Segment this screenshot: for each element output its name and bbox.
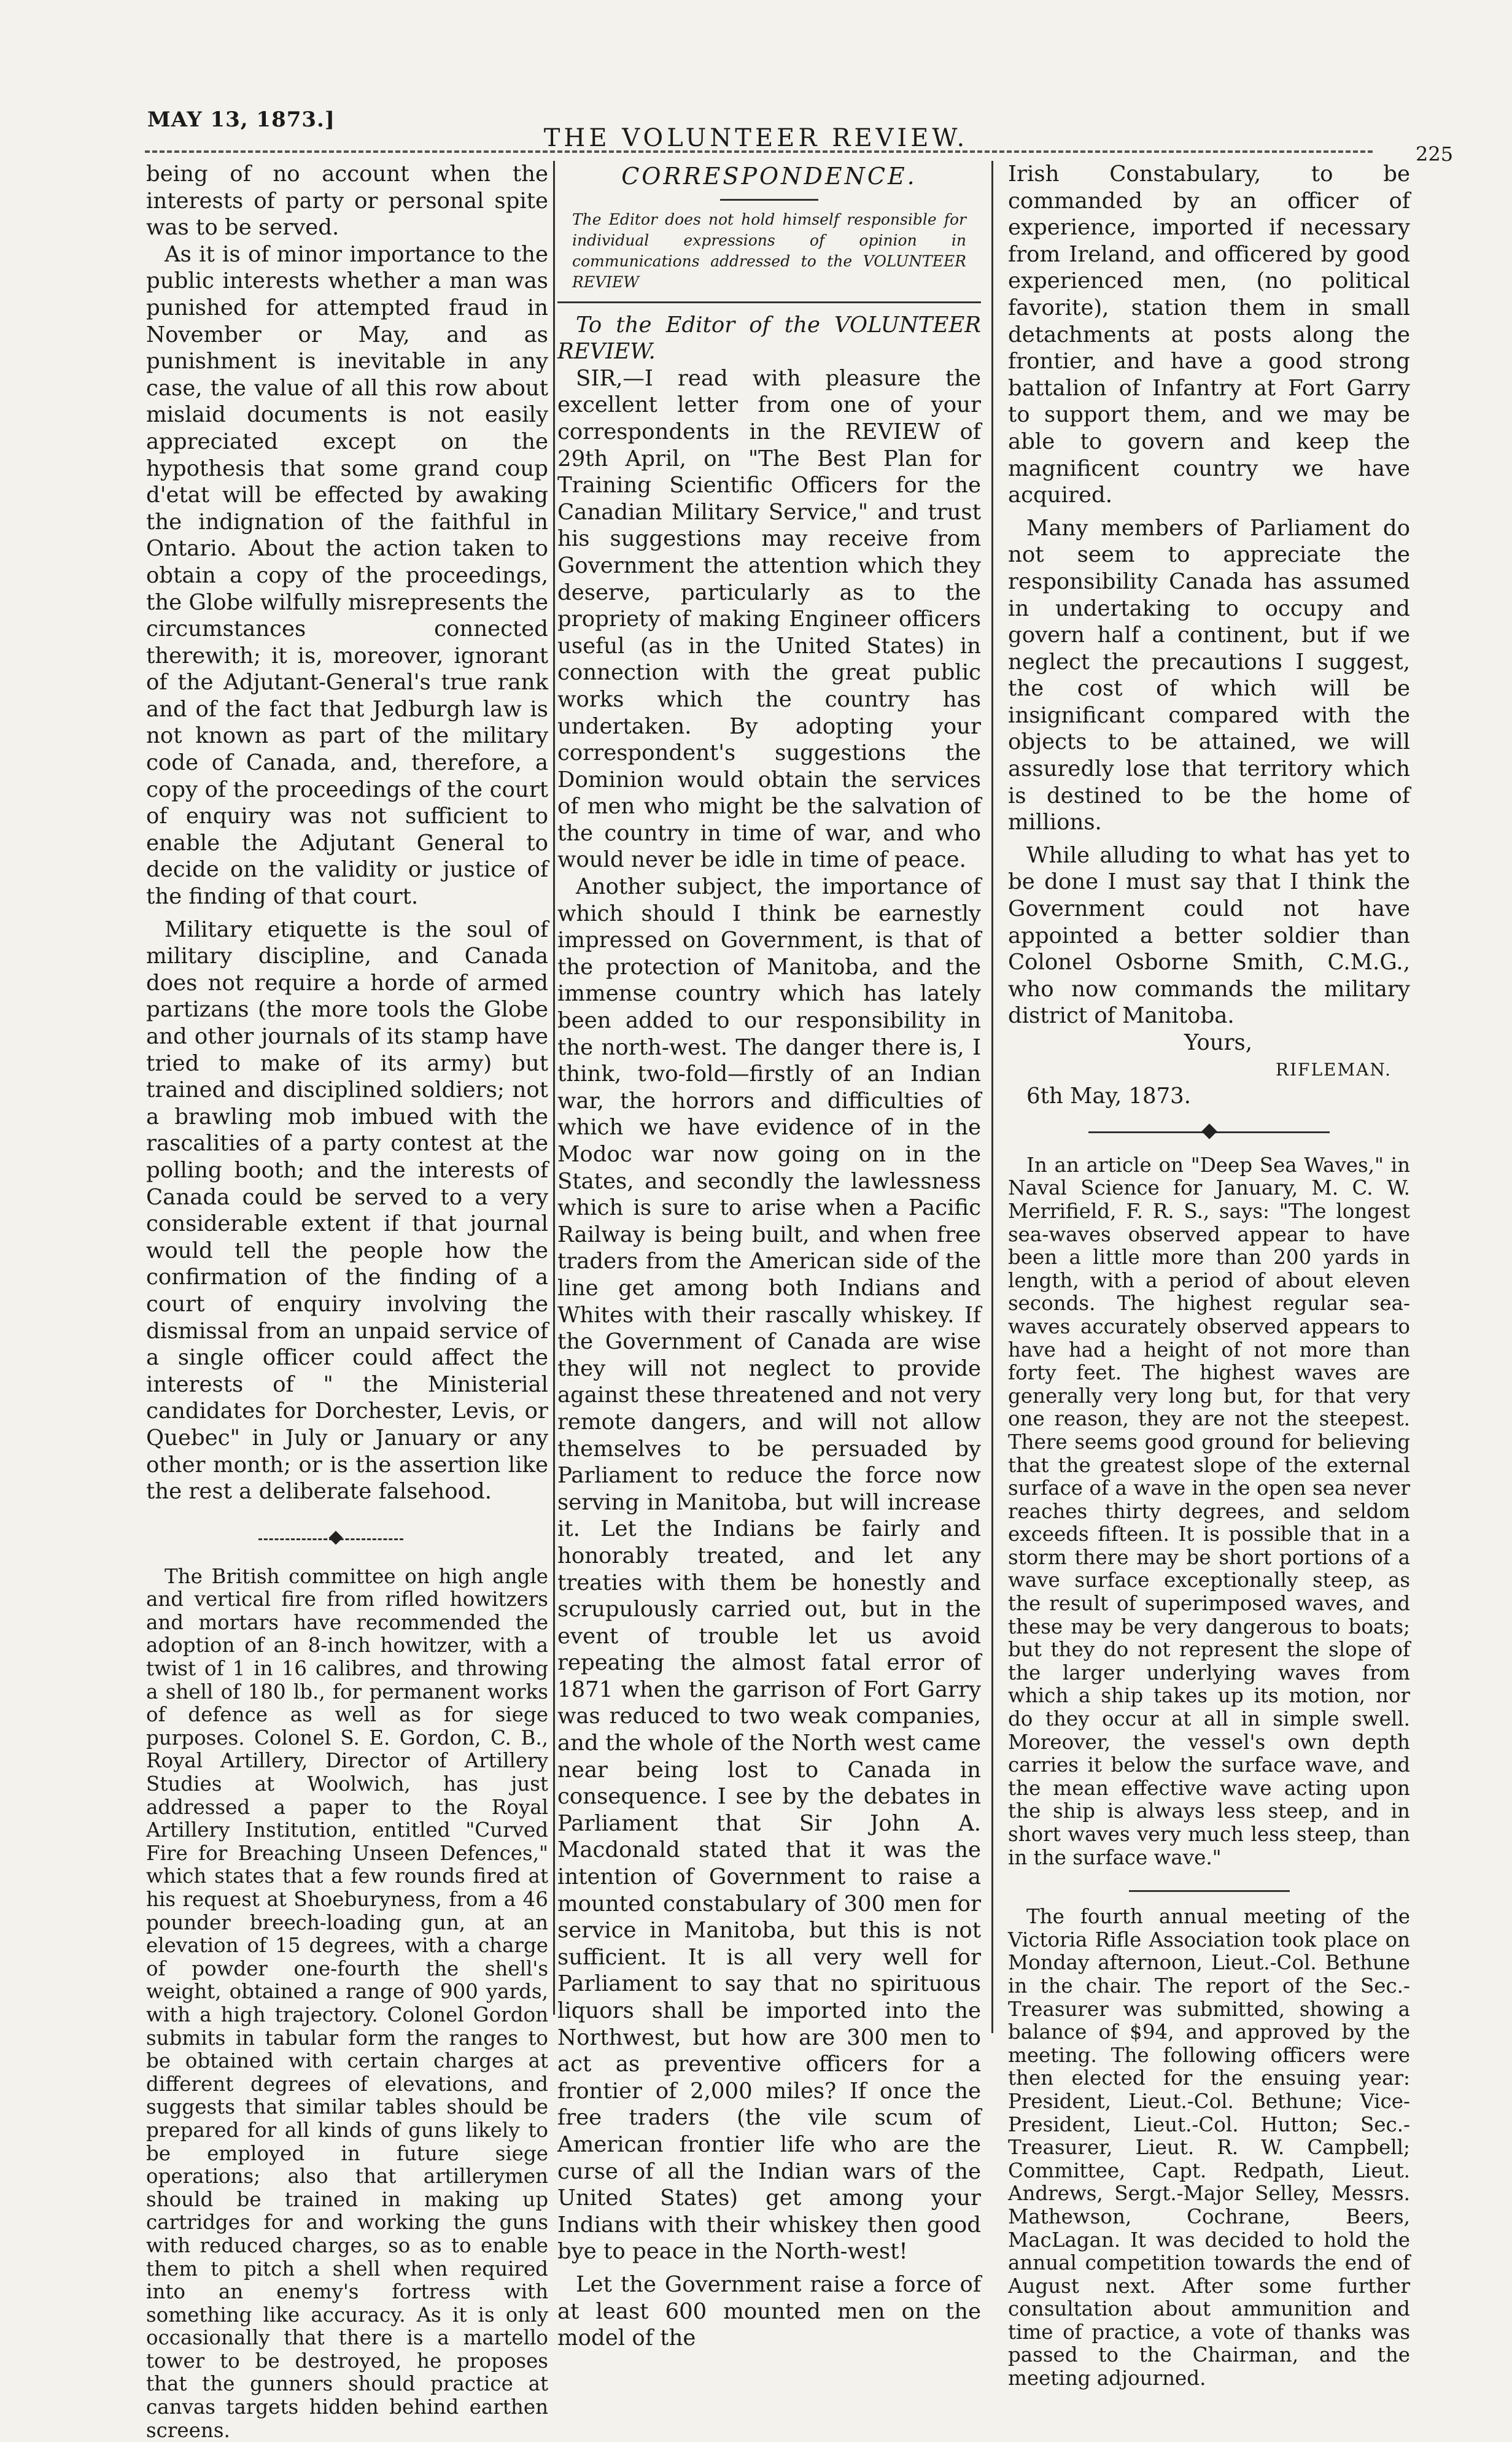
section-heading: CORRESPONDENCE.: [621, 163, 917, 190]
column-divider-1: [553, 161, 555, 2015]
letter-salutation: To the Editor of the VOLUNTEER REVIEW.: [557, 312, 981, 365]
heading-rule: [720, 199, 818, 201]
article-paragraph: As it is of minor importance to the public interests whether a man was punished for attempted fraud in November or May, and as punishment is inevitable in any case, the value of all this row about mislaid documents is not easily appreciated except on the hypothesis that some grand coup d'etat will be effected by awaking the indignation of the faithful in Ontario. About the action taken to obtain a copy of the proceedings, the Globe wilfully misrepresents the circumstances connected therewith; it is, moreover, ignorant of the Adjutant-General's true rank and of the fact that Jedburgh law is not known as part of the military code of Canada, and, therefore, a copy of the proceedings of the court of enquiry was not sufficient to enable the Adjutant General to decide on the validity or justice of the finding of that court.: [146, 241, 548, 910]
article-paragraph: The fourth annual meeting of the Victoria Rifle Association took place on Monday afternoon, Lieut.-Col. Bethune in the chair. The report of the Sec.-Treasurer was submitted, showing a balance of $94, and approved by the meeting. The following officers were then elected for the ensuing year: President, Lieut.-Col. Bethune; Vice-President, Lieut.-Col. Hutton; Sec.-Treasurer, Lieut. R. W. Campbell; Committee, Capt. Redpath, Lieut. Andrews, Sergt.-Major Selley, Messrs. Mathewson, Cochrane, Beers, MacLagan. It was decided to hold the annual competition towards the end of August next. After some further consultation about ammunition and time of practice, a vote of thanks was passed to the Chairman, and the meeting adjourned.: [1008, 1905, 1410, 2390]
issue-date: MAY 13, 1873.]: [147, 107, 335, 132]
letter-paragraph: Many members of Parliament do not seem to appreciate the responsibility Canada has assumed in undertaking to occupy and govern half a continent, but if we neglect the precautions I suggest, the cost of which will be insignificant compared with the objects to be attained, we will assuredly lose that territory which is destined to be the home of millions.: [1008, 515, 1410, 835]
section-ornament: [1008, 1120, 1410, 1144]
sea-waves-article: [1008, 1154, 1410, 1869]
column-1: [146, 161, 548, 2442]
letter-closing: Yours,: [1184, 1030, 1253, 1055]
header-rule: [145, 150, 1373, 153]
rifle-association-article: [1008, 1905, 1410, 2390]
howitzer-article: [146, 1565, 548, 2442]
column-2: [557, 161, 981, 2352]
separator-line: [557, 301, 981, 303]
letter-date: 6th May, 1873.: [1026, 1083, 1192, 1109]
page-number: 225: [1416, 142, 1454, 166]
letter-signature: RIFLEMAN.: [1275, 1059, 1392, 1080]
column-divider-2: [991, 161, 993, 2033]
letter-paragraph: Another subject, the importance of which should I think be earnestly impressed on Government, is that of the protection of Manitoba, and the immense country which has lately been added to our responsibility in the north-west. The danger there is, I think, two-fold—firstly of an Indian war, the horrors and difficulties of which we have evidence of in the Modoc war now going on in the States, and secondly the lawlessness which is sure to arise when a Pacific Railway is being built, and when free traders from the American side of the line get among both Indians and Whites with their rascally whiskey. If the Government of Canada are wise they will not neglect to provide against these threatened and not very remote dangers, and will not allow themselves to be persuaded by Parliament to reduce the force now serving in Manitoba, but will increase it. Let the Indians be fairly and honorably treated, and let any treaties with them be honestly and scrupulously carried out, but in the event of trouble let us avoid repeating the almost fatal error of 1871 when the garrison of Fort Garry was reduced to two weak companies, and the whole of the North west came near being lost to Canada in consequence. I see by the debates in Parliament that Sir John A. Macdonald stated that it was the intention of Government to raise a mounted constabulary of 300 men for service in Manitoba, but this is not sufficient. It is all very well for Parliament to say that no spirituous liquors shall be imported into the Northwest, but how are 300 men to act as preventive officers for a frontier of 2,000 miles? If once the free traders (the vile scum of American frontier life who are the curse of all the Indian wars of the United States) get among your Indians with their whiskey then good bye to peace in the North-west!: [557, 874, 981, 2265]
publication-title: THE VOLUNTEER REVIEW.: [543, 124, 969, 152]
article-paragraph: being of no account when the interests of party or personal spite was to be served.: [146, 161, 548, 241]
ornament-diamond: [329, 1530, 343, 1545]
section-ornament: [146, 1524, 548, 1554]
letter-paragraph: Irish Constabulary, to be commanded by an officer of experience, imported if necessary from Ireland, and officered by good experienced men, (no political favorite), station them in small detachments at posts along the frontier, and have a good strong battalion of Infantry at Fort Garry to support them, and we may be able to govern and keep the magnificent country we have acquired.: [1008, 161, 1410, 508]
editor-notice: The Editor does not hold himself responsible for individual expressions of opinion in communications addressed to the VOLUNTEER REVIEW: [572, 210, 966, 291]
article-paragraph: The British committee on high angle and vertical fire from rifled howitzers and mortars have recommended the adoption of an 8-inch howitzer, with a twist of 1 in 16 calibres, and throwing a shell of 180 lb., for permanent works of defence as well as for siege purposes. Colonel S. E. Gordon, C. B., Royal Artillery, Director of Artillery Studies at Woolwich, has just addressed a paper to the Royal Artillery Institution, entitled "Curved Fire for Breaching Unseen Defences," which states that a few rounds fired at his request at Shoeburyness, from a 46 pounder breech-loading gun, at an elevation of 15 degrees, with a charge of powder one-fourth the shell's weight, obtained a range of 900 yards, with a high trajectory. Colonel Gordon submits in tabular form the ranges to be obtained with certain charges at different degrees of elevations, and suggests that similar tables should be prepared for all kinds of guns likely to be employed in future siege operations; also that artillerymen should be trained in making up cartridges for and working the guns with reduced charges, so as to enable them to pitch a shell when required into an enemy's fortress with something like accuracy. As it is only occasionally that there is a martello tower to be destroyed, he proposes that the gunners should practice at canvas targets hidden behind earthen screens.: [146, 1564, 548, 2442]
article-paragraph: In an article on "Deep Sea Waves," in Naval Science for January, M. C. W. Merrifield, F. R. S., says: "The longest sea-waves observed appear to have been a little more than 200 yards in length, with a period of about eleven seconds. The highest regular sea-waves accurately observed appears to have had a height of not more than forty feet. The highest waves are generally very long but, for that very one reason, they are not the steepest. There seems good ground for believing that the greatest slope of the external surface of a wave in the open sea never reaches thirty degrees, and seldom exceeds fifteen. It is possible that in a storm there may be short portions of a wave surface exceptionally steep, as the result of superimposed waves, and these may be very dangerous to boats; but they do not represent the slope of the larger underlying waves from which a ship takes up its motion, nor do they occur at all in simple swell. Moreover, the vessel's own depth carries it below the surface wave, and the mean effective wave acting upon the ship is always less steep, and in short waves very much less steep, than in the surface wave.": [1008, 1153, 1410, 1869]
letter-paragraph: SIR,—I read with pleasure the excellent letter from one of your correspondents in the REVIEW of 29th April, on "The Best Plan for Training Scientific Officers for the Canadian Military Service," and trust his suggestions may receive from Government the attention which they deserve, particularly as to the propriety of making Engineer officers useful (as in the United States) in connection with the great public works which the country has undertaken. By adopting your correspondent's suggestions the Dominion would obtain the services of men who might be the salvation of the country in time of war, and who would never be idle in time of peace.: [557, 365, 981, 873]
letter-paragraph: Let the Government raise a force of at least 600 mounted men on the model of the: [557, 2271, 981, 2351]
article-paragraph: Military etiquette is the soul of military discipline, and Canada does not require a horde of armed partizans (the more tools the Globe and other journals of its stamp have tried to make of its army) but trained and disciplined soldiers; not a brawling mob imbued with the rascalities of a party contest at the polling booth; and the interests of Canada could be served to a very considerable extent if that journal would tell the people how the confirmation of the finding of a court of enquiry involving the dismissal from an unpaid service of a single officer could affect the interests of " the Ministerial candidates for Dorchester, Levis, or Quebec" in July or January or any other month; or is the assertion like the rest a deliberate falsehood.: [146, 917, 548, 1505]
ornament-diamond: [1201, 1123, 1217, 1139]
letter-paragraph: While alluding to what has yet to be done I must say that I think the Government could not have appointed a better soldier than Colonel Osborne Smith, C.M.G., who now commands the military district of Manitoba.: [1008, 842, 1410, 1029]
separator-line: [1129, 1890, 1290, 1892]
